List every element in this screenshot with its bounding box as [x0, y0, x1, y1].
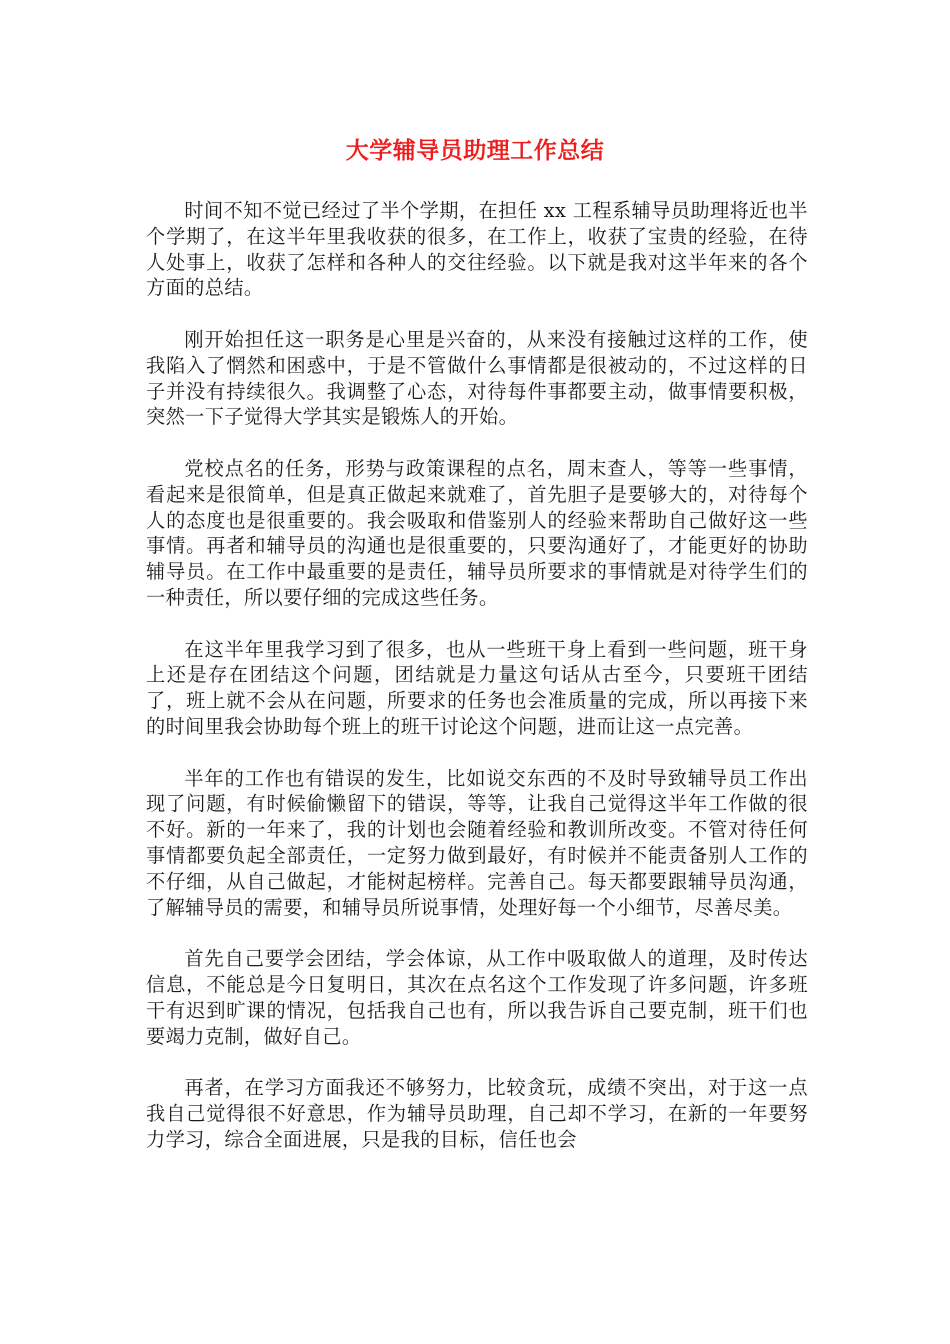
paragraph: 首先自己要学会团结，学会体谅，从工作中吸取做人的道理，及时传达信息，不能总是今日复明日，其次在点名这个工作发现了许多问题，许多班干有迟到旷课的情况，包括我自己也有，所以我告诉自己要克制，班干们也要竭力克制，做好自己。	[146, 947, 808, 1048]
paragraph: 再者，在学习方面我还不够努力，比较贪玩，成绩不突出，对于这一点我自己觉得很不好意思，作为辅导员助理，自己却不学习，在新的一年要努力学习，综合全面进展，只是我的目标，信任也会	[146, 1076, 808, 1151]
paragraph: 刚开始担任这一职务是心里是兴奋的，从来没有接触过这样的工作，使我陷入了惘然和困惑中，于是不管做什么事情都是很被动的，不过这样的日子并没有持续很久。我调整了心态，对待每件事都要主动，做事情要积极，突然一下子觉得大学其实是锻炼人的开始。	[146, 327, 808, 429]
paragraph: 在这半年里我学习到了很多，也从一些班干身上看到一些问题，班干身上还是存在团结这个问题，团结就是力量这句话从古至今，只要班干团结了，班上就不会从在问题，所要求的任务也会准质量的完成，所以再接下来的时间里我会协助每个班上的班干讨论这个问题，进而让这一点完善。	[146, 637, 808, 738]
paragraph: 时间不知不觉已经过了半个学期，在担任 xx 工程系辅导员助理将近也半个学期了，在这半年里我收获的很多，在工作上，收获了宝贵的经验，在待人处事上，收获了怎样和各种人的交往经验。以下就是我对这半年来的各个方面的总结。	[146, 199, 808, 300]
paragraph: 半年的工作也有错误的发生，比如说交东西的不及时导致辅导员工作出现了问题，有时候偷懒留下的错误，等等，让我自己觉得这半年工作做的很不好。新的一年来了，我的计划也会随着经验和教训所改变。不管对待任何事情都要负起全部责任，一定努力做到最好，有时候并不能责备别人工作的不仔细，从自己做起，才能树起榜样。完善自己。每天都要跟辅导员沟通，了解辅导员的需要，和辅导员所说事情，处理好每一个小细节，尽善尽美。	[146, 766, 808, 919]
document-body	[146, 198, 808, 1178]
document-title: 大学辅导员助理工作总结	[345, 138, 605, 164]
paragraph: 党校点名的任务，形势与政策课程的点名，周末查人，等等一些事情，看起来是很简单，但是真正做起来就难了，首先胆子是要够大的，对待每个人的态度也是很重要的。我会吸取和借鉴别人的经验来帮助自己做好这一些事情。再者和辅导员的沟通也是很重要的，只要沟通好了，才能更好的协助辅导员。在工作中最重要的是责任，辅导员所要求的事情就是对待学生们的一种责任，所以要仔细的完成这些任务。	[146, 456, 808, 609]
